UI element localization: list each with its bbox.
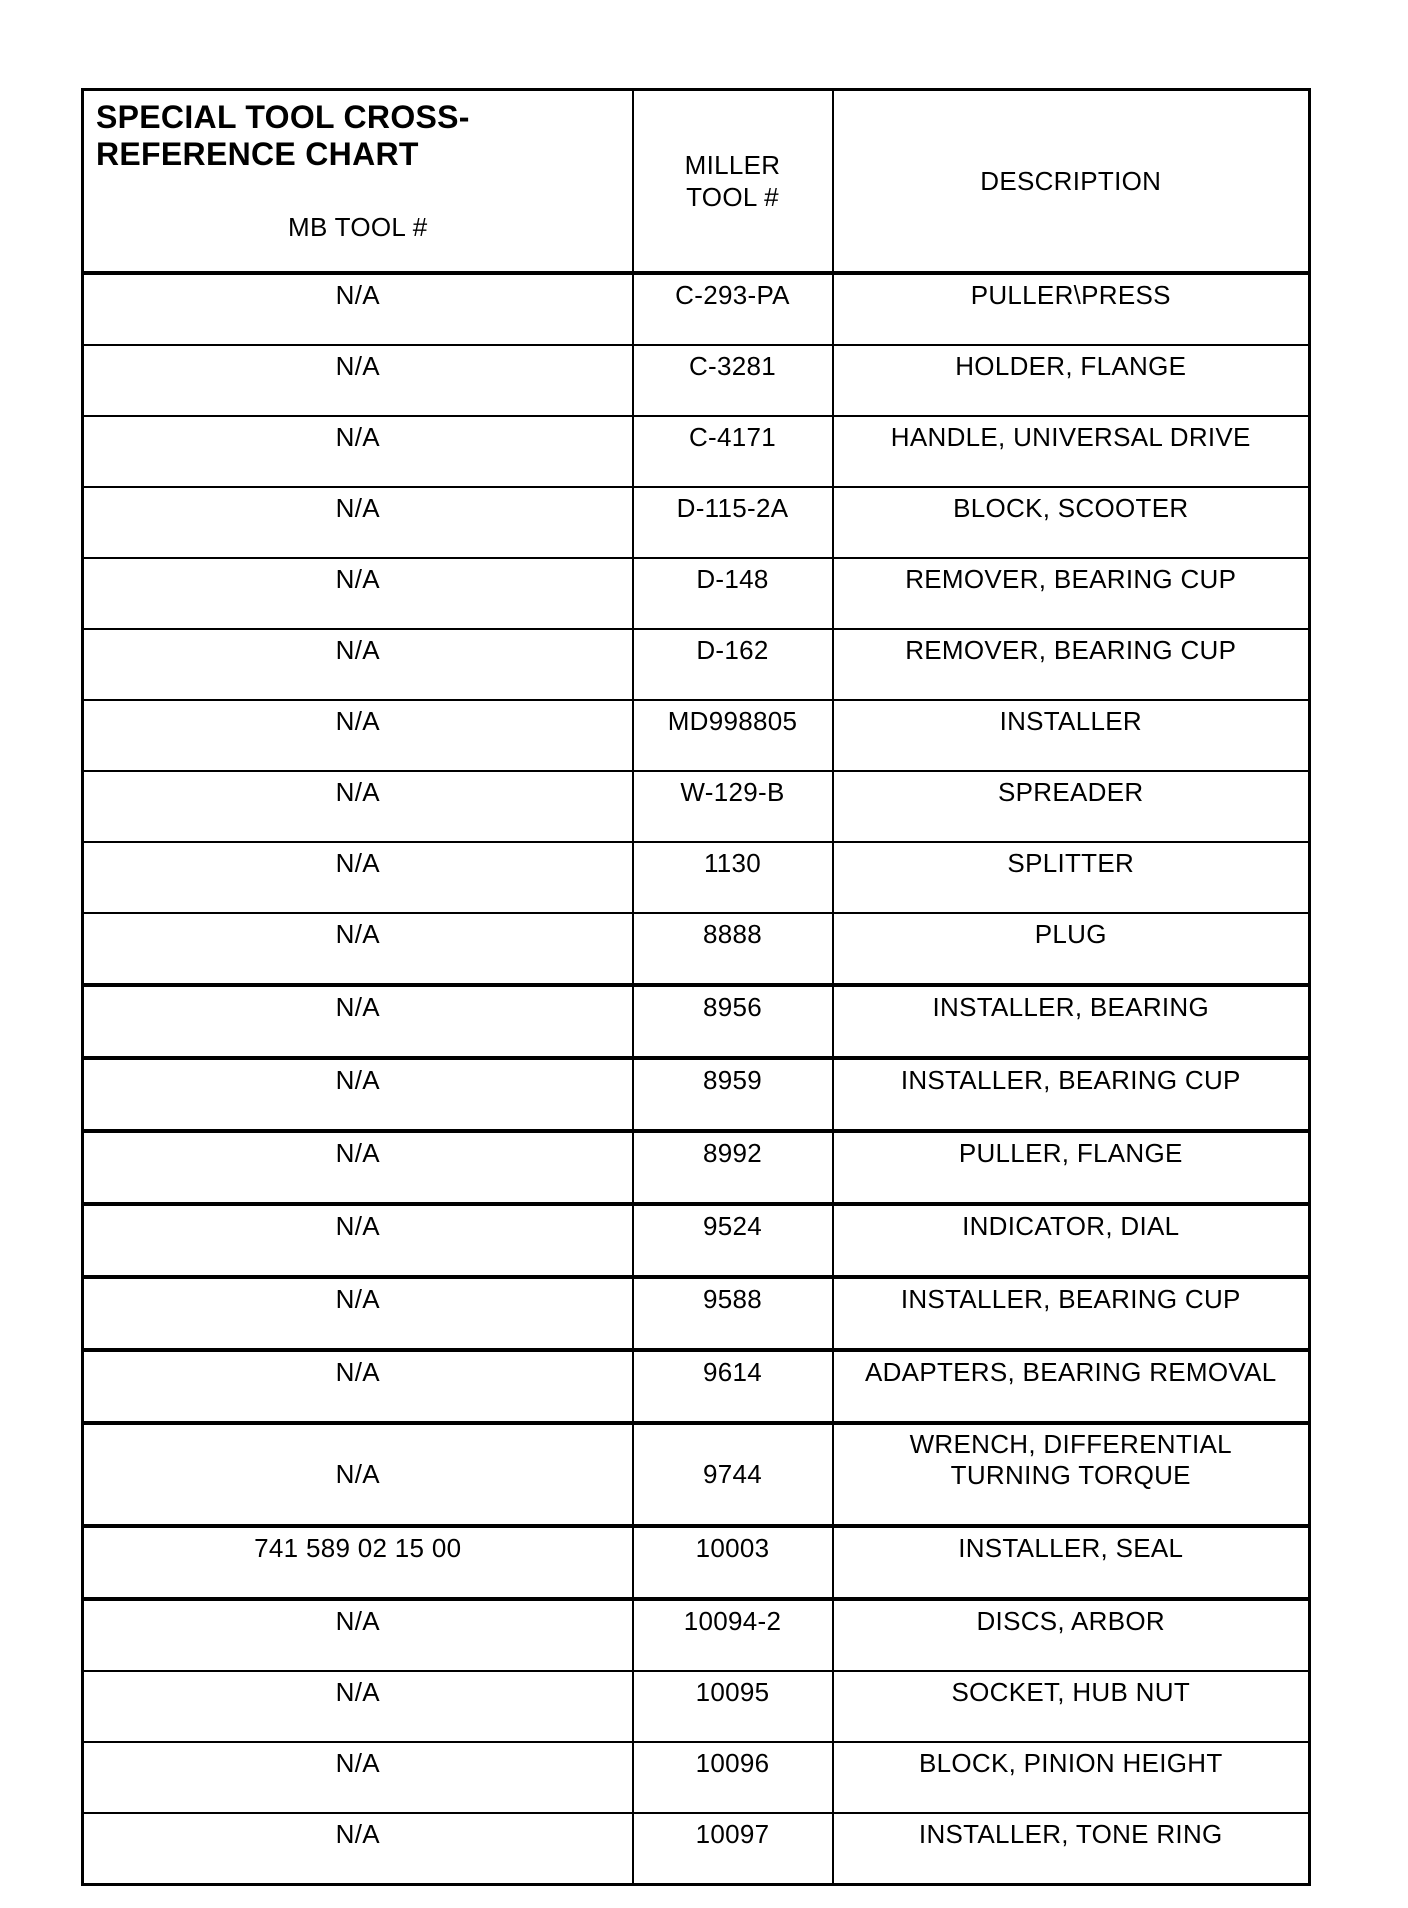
miller-tool-cell: W-129-B — [633, 771, 833, 842]
header-miller-tool-cell — [633, 90, 833, 274]
table-row — [83, 913, 1310, 985]
mb-tool-cell: N/A — [83, 1350, 633, 1423]
header-mb-tool-cell — [83, 90, 633, 274]
mb-tool-cell: N/A — [83, 1813, 633, 1885]
description-cell: PULLER\PRESS — [833, 273, 1310, 345]
description-cell: INSTALLER, BEARING CUP — [833, 1277, 1310, 1350]
description-cell: ADAPTERS, BEARING REMOVAL — [833, 1350, 1310, 1423]
header-description-cell — [833, 90, 1310, 274]
miller-tool-cell: 9524 — [633, 1204, 833, 1277]
mb-tool-cell: N/A — [83, 1277, 633, 1350]
mb-tool-cell: N/A — [83, 842, 633, 913]
description-cell: SOCKET, HUB NUT — [833, 1671, 1310, 1742]
mb-tool-cell: N/A — [83, 1058, 633, 1131]
description-cell: REMOVER, BEARING CUP — [833, 629, 1310, 700]
description-cell: BLOCK, PINION HEIGHT — [833, 1742, 1310, 1813]
miller-tool-cell: 9614 — [633, 1350, 833, 1423]
table-row — [83, 1277, 1310, 1350]
mb-tool-cell: N/A — [83, 416, 633, 487]
table-row — [83, 1058, 1310, 1131]
table-row — [83, 558, 1310, 629]
miller-tool-cell: C-3281 — [633, 345, 833, 416]
table-row — [83, 345, 1310, 416]
miller-tool-cell: 9744 — [633, 1423, 833, 1526]
table-body — [83, 273, 1310, 1885]
description-cell: SPLITTER — [833, 842, 1310, 913]
table-row — [83, 842, 1310, 913]
table-row — [83, 1599, 1310, 1671]
table-row — [83, 487, 1310, 558]
miller-tool-column-header: MILLER TOOL # — [684, 150, 781, 212]
miller-tool-cell: 10094-2 — [633, 1599, 833, 1671]
mb-tool-cell: N/A — [83, 1423, 633, 1526]
mb-tool-cell: N/A — [83, 1204, 633, 1277]
description-cell: HOLDER, FLANGE — [833, 345, 1310, 416]
description-cell: HANDLE, UNIVERSAL DRIVE — [833, 416, 1310, 487]
mb-tool-column-header: MB TOOL # — [288, 212, 428, 242]
mb-tool-cell: N/A — [83, 558, 633, 629]
chart-title: SPECIAL TOOL CROSS-REFERENCE CHART — [96, 99, 470, 172]
description-cell: WRENCH, DIFFERENTIAL TURNING TORQUE — [833, 1423, 1310, 1526]
miller-tool-cell: MD998805 — [633, 700, 833, 771]
table-row — [83, 1204, 1310, 1277]
description-cell: PLUG — [833, 913, 1310, 985]
mb-tool-cell: N/A — [83, 1671, 633, 1742]
mb-tool-cell: N/A — [83, 1131, 633, 1204]
miller-tool-cell: C-293-PA — [633, 273, 833, 345]
mb-tool-cell: 741 589 02 15 00 — [83, 1526, 633, 1599]
description-cell: BLOCK, SCOOTER — [833, 487, 1310, 558]
description-cell: INDICATOR, DIAL — [833, 1204, 1310, 1277]
table-row — [83, 629, 1310, 700]
table-row — [83, 1131, 1310, 1204]
mb-tool-cell: N/A — [83, 985, 633, 1058]
table-row — [83, 771, 1310, 842]
description-cell: REMOVER, BEARING CUP — [833, 558, 1310, 629]
miller-tool-cell: 8959 — [633, 1058, 833, 1131]
miller-tool-cell: C-4171 — [633, 416, 833, 487]
miller-tool-cell: D-162 — [633, 629, 833, 700]
mb-tool-cell: N/A — [83, 1742, 633, 1813]
description-cell: INSTALLER, BEARING — [833, 985, 1310, 1058]
table-row — [83, 1423, 1310, 1526]
mb-tool-cell: N/A — [83, 273, 633, 345]
mb-tool-cell: N/A — [83, 1599, 633, 1671]
mb-tool-cell: N/A — [83, 629, 633, 700]
mb-tool-cell: N/A — [83, 487, 633, 558]
table-row — [83, 1526, 1310, 1599]
miller-tool-cell: 10003 — [633, 1526, 833, 1599]
description-cell: INSTALLER, SEAL — [833, 1526, 1310, 1599]
miller-tool-cell: 8888 — [633, 913, 833, 985]
tool-cross-reference-table — [81, 88, 1311, 1886]
description-cell: SPREADER — [833, 771, 1310, 842]
miller-tool-cell: D-115-2A — [633, 487, 833, 558]
mb-tool-cell: N/A — [83, 771, 633, 842]
mb-tool-cell: N/A — [83, 913, 633, 985]
table-row — [83, 700, 1310, 771]
miller-tool-cell: 10097 — [633, 1813, 833, 1885]
mb-tool-cell: N/A — [83, 345, 633, 416]
miller-tool-cell: 1130 — [633, 842, 833, 913]
description-cell: PULLER, FLANGE — [833, 1131, 1310, 1204]
description-cell: INSTALLER, TONE RING — [833, 1813, 1310, 1885]
table-row — [83, 1813, 1310, 1885]
description-cell: INSTALLER, BEARING CUP — [833, 1058, 1310, 1131]
table-row — [83, 273, 1310, 345]
table-row — [83, 416, 1310, 487]
header-row — [83, 90, 1310, 274]
description-cell: DISCS, ARBOR — [833, 1599, 1310, 1671]
table-row — [83, 1350, 1310, 1423]
mb-tool-cell: N/A — [83, 700, 633, 771]
table-row — [83, 985, 1310, 1058]
description-column-header: DESCRIPTION — [980, 165, 1162, 196]
table-row — [83, 1671, 1310, 1742]
miller-tool-cell: 10095 — [633, 1671, 833, 1742]
miller-tool-cell: 8992 — [633, 1131, 833, 1204]
miller-tool-cell: 9588 — [633, 1277, 833, 1350]
description-cell: INSTALLER — [833, 700, 1310, 771]
miller-tool-cell: 10096 — [633, 1742, 833, 1813]
table-row — [83, 1742, 1310, 1813]
miller-tool-cell: D-148 — [633, 558, 833, 629]
miller-tool-cell: 8956 — [633, 985, 833, 1058]
